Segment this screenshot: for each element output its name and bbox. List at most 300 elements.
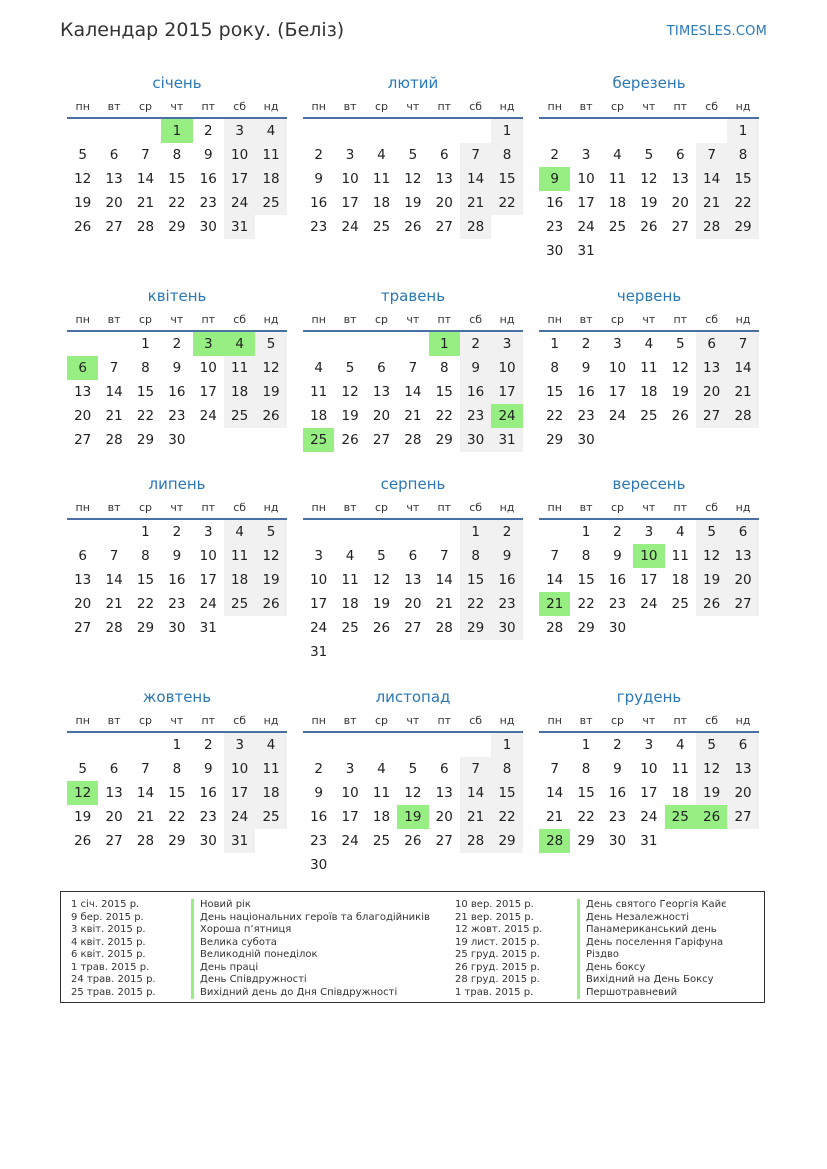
day-cell: 26 [671, 408, 689, 424]
weekday-header: пт [193, 96, 224, 119]
day-cell: 8 [141, 360, 150, 376]
day-cell: 24 [341, 219, 359, 235]
empty-day-cell [429, 119, 460, 143]
weekday-header: пт [193, 309, 224, 332]
day-cell: 20 [727, 568, 758, 592]
weekday-header: нд [255, 710, 286, 733]
day-cell: 20 [435, 195, 453, 211]
day-cell: 27 [372, 432, 391, 448]
holiday-name: Велика субота [191, 937, 441, 950]
day-cell: 12 [671, 360, 689, 376]
empty-day-cell [397, 733, 428, 757]
day-cell: 23 [608, 596, 627, 612]
day-cell: 7 [550, 548, 559, 564]
day-cell: 15 [435, 384, 453, 400]
day-cell: 27 [671, 219, 689, 235]
month-grid [539, 309, 759, 452]
empty-day-cell [429, 520, 460, 544]
day-cell: 24 [310, 620, 328, 636]
day-cell: 30 [168, 620, 186, 636]
month-name: серпень [380, 475, 446, 493]
holiday-date: 25 груд. 2015 р. [455, 949, 540, 960]
holiday-name: Хороша п’ятниця [191, 924, 441, 937]
day-cell: 28 [105, 620, 123, 636]
day-cell: 5 [696, 520, 727, 544]
day-cell: 28 [696, 215, 727, 239]
day-cell: 18 [372, 195, 391, 211]
month-grid [303, 497, 523, 664]
day-cell: 17 [640, 785, 658, 801]
day-cell: 19 [696, 568, 727, 592]
day-cell: 15 [491, 781, 522, 805]
day-cell: 17 [199, 572, 217, 588]
empty-day-cell [366, 733, 397, 757]
weekday-header: ср [130, 710, 161, 733]
weekday-header: сб [696, 309, 727, 332]
month-block [67, 286, 287, 452]
day-cell: 7 [439, 548, 449, 564]
holiday-date: 24 трав. 2015 р. [71, 974, 156, 985]
day-cell: 29 [168, 219, 186, 235]
weekday-header: ср [366, 497, 397, 520]
day-cell: 11 [341, 572, 359, 588]
day-cell: 19 [255, 568, 286, 592]
month-name: травень [380, 287, 446, 305]
month-block [539, 73, 759, 263]
weekday-header: чт [633, 497, 664, 520]
day-cell: 21 [696, 191, 727, 215]
day-cell: 7 [727, 332, 758, 356]
day-cell: 2 [172, 524, 182, 540]
weekday-header: пн [67, 710, 98, 733]
weekday-header: сб [696, 497, 727, 520]
day-cell: 19 [74, 195, 92, 211]
weekday-header: пт [429, 710, 460, 733]
holiday-date: 6 квіт. 2015 р. [71, 949, 146, 960]
day-cell: 13 [727, 757, 758, 781]
day-cell: 21 [460, 805, 491, 829]
holiday-name: День поселення Гаріфуна [577, 937, 757, 950]
day-cell: 23 [310, 219, 328, 235]
day-cell: 4 [345, 548, 355, 564]
holiday-date: 28 груд. 2015 р. [455, 974, 540, 985]
day-cell: 2 [203, 123, 213, 139]
day-cell: 18 [671, 572, 689, 588]
empty-day-cell [334, 332, 365, 356]
weekday-header: ср [130, 497, 161, 520]
day-cell: 14 [727, 356, 758, 380]
day-cell: 13 [435, 785, 453, 801]
day-cell: 8 [581, 761, 591, 777]
day-cell: 19 [640, 195, 658, 211]
legend-left-dates [71, 899, 183, 999]
day-cell: 8 [727, 143, 758, 167]
day-cell: 11 [224, 356, 255, 380]
day-cell: 27 [435, 219, 453, 235]
day-cell: 11 [372, 785, 391, 801]
day-cell: 5 [408, 147, 418, 163]
month-name: лютий [387, 74, 439, 92]
holiday-day-cell: 24 [491, 404, 522, 428]
day-cell: 14 [435, 572, 453, 588]
holiday-day-cell: 25 [665, 805, 696, 829]
month-name: січень [152, 74, 202, 92]
day-cell: 12 [74, 171, 92, 187]
day-cell: 24 [224, 805, 255, 829]
weekday-header: вт [570, 497, 601, 520]
day-cell: 19 [255, 380, 286, 404]
day-cell: 9 [203, 761, 213, 777]
day-cell: 19 [404, 195, 422, 211]
day-cell: 4 [675, 524, 685, 540]
day-cell: 5 [255, 520, 286, 544]
empty-day-cell [397, 119, 428, 143]
day-cell: 31 [310, 644, 328, 660]
holiday-day-cell: 25 [303, 428, 334, 452]
empty-day-cell [397, 520, 428, 544]
day-cell: 30 [546, 243, 564, 259]
holiday-name: День національних героїв та благодійників [191, 912, 441, 925]
day-cell: 8 [141, 548, 150, 564]
day-cell: 17 [608, 384, 627, 400]
month-name: грудень [616, 688, 682, 706]
day-cell: 26 [640, 219, 658, 235]
day-cell: 22 [491, 805, 522, 829]
day-cell: 23 [168, 596, 186, 612]
weekday-header: пн [67, 497, 98, 520]
holiday-day-cell: 12 [67, 781, 98, 805]
weekday-header: сб [696, 710, 727, 733]
day-cell: 29 [435, 432, 453, 448]
day-cell: 20 [727, 781, 758, 805]
empty-day-cell [130, 733, 161, 757]
weekday-header: нд [727, 96, 758, 119]
day-cell: 25 [372, 219, 391, 235]
empty-day-cell [696, 119, 727, 143]
legend-right-dates [455, 899, 567, 999]
weekday-header: вт [334, 710, 365, 733]
holiday-day-cell: 21 [539, 592, 570, 616]
weekday-header: нд [491, 710, 522, 733]
day-cell: 25 [640, 408, 658, 424]
day-cell: 6 [727, 520, 758, 544]
month-block [539, 286, 759, 452]
day-cell: 21 [404, 408, 422, 424]
holiday-date: 4 квіт. 2015 р. [71, 936, 146, 948]
weekday-header: вт [98, 710, 129, 733]
day-cell: 16 [199, 171, 217, 187]
day-cell: 6 [109, 147, 119, 163]
day-cell: 2 [172, 336, 182, 352]
day-cell: 1 [460, 520, 491, 544]
day-cell: 31 [224, 829, 255, 853]
brand-logo-link[interactable]: TIMESLES.COM [666, 24, 767, 39]
day-cell: 6 [727, 733, 758, 757]
day-cell: 10 [341, 785, 359, 801]
day-cell: 5 [644, 147, 654, 163]
holiday-date: 1 трав. 2015 р. [455, 986, 534, 998]
holiday-name: День Співдружності [191, 974, 441, 987]
day-cell: 13 [105, 785, 123, 801]
day-cell: 9 [491, 544, 522, 568]
day-cell: 9 [314, 785, 323, 801]
empty-day-cell [665, 119, 696, 143]
day-cell: 18 [255, 167, 286, 191]
day-cell: 13 [372, 384, 391, 400]
weekday-header: нд [255, 96, 286, 119]
day-cell: 30 [491, 616, 522, 640]
day-cell: 4 [224, 520, 255, 544]
holiday-name: День боксу [577, 962, 757, 975]
day-cell: 12 [696, 757, 727, 781]
day-cell: 25 [341, 620, 359, 636]
day-cell: 29 [546, 432, 564, 448]
day-cell: 16 [608, 572, 627, 588]
day-cell: 31 [640, 833, 658, 849]
day-cell: 20 [696, 380, 727, 404]
holiday-name: Першотравневий [577, 987, 757, 1000]
day-cell: 29 [577, 620, 595, 636]
day-cell: 4 [255, 119, 286, 143]
day-cell: 29 [577, 833, 595, 849]
month-grid [303, 710, 523, 877]
day-cell: 4 [377, 761, 386, 777]
day-cell: 18 [341, 596, 359, 612]
month-name: липень [148, 475, 206, 493]
day-cell: 23 [199, 195, 217, 211]
day-cell: 6 [377, 360, 386, 376]
empty-day-cell [303, 520, 334, 544]
weekday-header: сб [460, 497, 491, 520]
holiday-name: День святого Георгія Кайє [577, 899, 757, 912]
day-cell: 10 [310, 572, 328, 588]
day-cell: 29 [136, 432, 155, 448]
month-name: квітень [147, 287, 207, 305]
day-cell: 27 [74, 620, 92, 636]
empty-day-cell [67, 520, 98, 544]
holiday-name: Різдво [577, 949, 757, 962]
weekday-header: пн [303, 497, 334, 520]
day-cell: 24 [640, 596, 658, 612]
day-cell: 4 [377, 147, 386, 163]
day-cell: 1 [141, 524, 150, 540]
day-cell: 30 [460, 428, 491, 452]
empty-day-cell [366, 520, 397, 544]
day-cell: 11 [310, 384, 328, 400]
weekday-header: чт [633, 96, 664, 119]
empty-day-cell [602, 119, 633, 143]
day-cell: 25 [372, 833, 391, 849]
weekday-header: пт [193, 497, 224, 520]
day-cell: 19 [341, 408, 359, 424]
holiday-name: Великодній понеділок [191, 949, 441, 962]
day-cell: 16 [168, 384, 186, 400]
day-cell: 23 [168, 408, 186, 424]
weekday-header: сб [696, 96, 727, 119]
day-cell: 11 [255, 757, 286, 781]
day-cell: 11 [255, 143, 286, 167]
day-cell: 3 [224, 119, 255, 143]
day-cell: 4 [314, 360, 323, 376]
day-cell: 18 [671, 785, 689, 801]
day-cell: 9 [613, 761, 622, 777]
day-cell: 28 [546, 620, 564, 636]
holiday-day-cell: 6 [67, 356, 98, 380]
day-cell: 2 [613, 524, 622, 540]
holiday-name: День праці [191, 962, 441, 975]
day-cell: 16 [608, 785, 627, 801]
holiday-day-cell: 1 [429, 332, 460, 356]
month-block [303, 286, 523, 452]
day-cell: 13 [74, 384, 92, 400]
day-cell: 10 [224, 757, 255, 781]
weekday-header: чт [633, 309, 664, 332]
day-cell: 15 [577, 785, 595, 801]
holiday-legend [60, 891, 765, 1003]
day-cell: 8 [172, 761, 182, 777]
day-cell: 6 [675, 147, 685, 163]
empty-day-cell [366, 332, 397, 356]
day-cell: 14 [105, 572, 123, 588]
weekday-header: пт [429, 497, 460, 520]
weekday-header: пт [665, 309, 696, 332]
weekday-header: сб [224, 710, 255, 733]
day-cell: 3 [203, 524, 213, 540]
day-cell: 4 [675, 737, 685, 753]
month-grid [303, 309, 523, 452]
day-cell: 16 [460, 380, 491, 404]
day-cell: 31 [491, 428, 522, 452]
day-cell: 21 [435, 596, 453, 612]
weekday-header: вт [334, 96, 365, 119]
day-cell: 26 [696, 592, 727, 616]
holiday-date: 9 бер. 2015 р. [71, 911, 144, 923]
day-cell: 22 [727, 191, 758, 215]
day-cell: 5 [408, 761, 418, 777]
day-cell: 24 [577, 219, 595, 235]
day-cell: 27 [727, 805, 758, 829]
day-cell: 2 [491, 520, 522, 544]
empty-day-cell [98, 520, 129, 544]
weekday-header: пт [665, 497, 696, 520]
weekday-header: чт [397, 497, 428, 520]
day-cell: 5 [78, 147, 87, 163]
day-cell: 16 [546, 195, 564, 211]
weekday-header: пт [429, 309, 460, 332]
day-cell: 6 [696, 332, 727, 356]
month-grid [67, 497, 287, 640]
day-cell: 12 [341, 384, 359, 400]
day-cell: 20 [74, 596, 92, 612]
month-grid [539, 96, 759, 263]
day-cell: 29 [136, 620, 155, 636]
day-cell: 16 [310, 809, 328, 825]
day-cell: 7 [460, 757, 491, 781]
weekday-header: ср [130, 309, 161, 332]
weekday-header: ср [602, 309, 633, 332]
day-cell: 30 [199, 833, 217, 849]
day-cell: 14 [546, 572, 564, 588]
weekday-header: пт [193, 710, 224, 733]
day-cell: 27 [404, 620, 422, 636]
weekday-header: пн [67, 96, 98, 119]
day-cell: 12 [404, 171, 422, 187]
day-cell: 8 [460, 544, 491, 568]
weekday-header: вт [570, 96, 601, 119]
day-cell: 25 [608, 219, 627, 235]
day-cell: 17 [224, 167, 255, 191]
day-cell: 17 [224, 781, 255, 805]
empty-day-cell [633, 119, 664, 143]
day-cell: 26 [74, 833, 92, 849]
month-grid [303, 96, 523, 239]
weekday-header: нд [727, 710, 758, 733]
day-cell: 26 [255, 592, 286, 616]
weekday-header: ср [130, 96, 161, 119]
day-cell: 1 [491, 119, 522, 143]
holiday-name: Вихідний на День Боксу [577, 974, 757, 987]
weekday-header: чт [161, 710, 192, 733]
day-cell: 21 [105, 408, 123, 424]
day-cell: 25 [671, 596, 689, 612]
weekday-header: ср [366, 96, 397, 119]
holiday-day-cell: 10 [633, 544, 664, 568]
day-cell: 14 [136, 785, 155, 801]
day-cell: 8 [581, 548, 591, 564]
weekday-header: вт [98, 497, 129, 520]
day-cell: 14 [136, 171, 155, 187]
day-cell: 22 [435, 408, 453, 424]
day-cell: 15 [460, 568, 491, 592]
day-cell: 3 [644, 737, 654, 753]
weekday-header: нд [491, 96, 522, 119]
day-cell: 5 [255, 332, 286, 356]
day-cell: 18 [224, 380, 255, 404]
day-cell: 16 [199, 785, 217, 801]
day-cell: 2 [581, 336, 591, 352]
day-cell: 28 [460, 215, 491, 239]
day-cell: 2 [460, 332, 491, 356]
day-cell: 16 [491, 568, 522, 592]
day-cell: 20 [372, 408, 391, 424]
day-cell: 22 [577, 809, 595, 825]
weekday-header: пт [429, 96, 460, 119]
day-cell: 17 [640, 572, 658, 588]
day-cell: 23 [608, 809, 627, 825]
day-cell: 22 [168, 809, 186, 825]
empty-day-cell [334, 733, 365, 757]
day-cell: 24 [608, 408, 627, 424]
day-cell: 11 [671, 548, 689, 564]
day-cell: 7 [408, 360, 418, 376]
day-cell: 25 [224, 404, 255, 428]
holiday-name: Новий рік [191, 899, 441, 912]
weekday-header: чт [633, 710, 664, 733]
day-cell: 5 [696, 733, 727, 757]
day-cell: 22 [460, 592, 491, 616]
holiday-date: 12 жовт. 2015 р. [455, 924, 543, 935]
weekday-header: пн [539, 309, 570, 332]
weekday-header: сб [460, 309, 491, 332]
month-block [67, 474, 287, 640]
day-cell: 25 [224, 592, 255, 616]
weekday-header: чт [161, 309, 192, 332]
month-block [303, 687, 523, 877]
day-cell: 13 [404, 572, 422, 588]
holiday-day-cell: 19 [397, 805, 428, 829]
holiday-date: 25 трав. 2015 р. [71, 986, 156, 998]
day-cell: 15 [168, 785, 186, 801]
